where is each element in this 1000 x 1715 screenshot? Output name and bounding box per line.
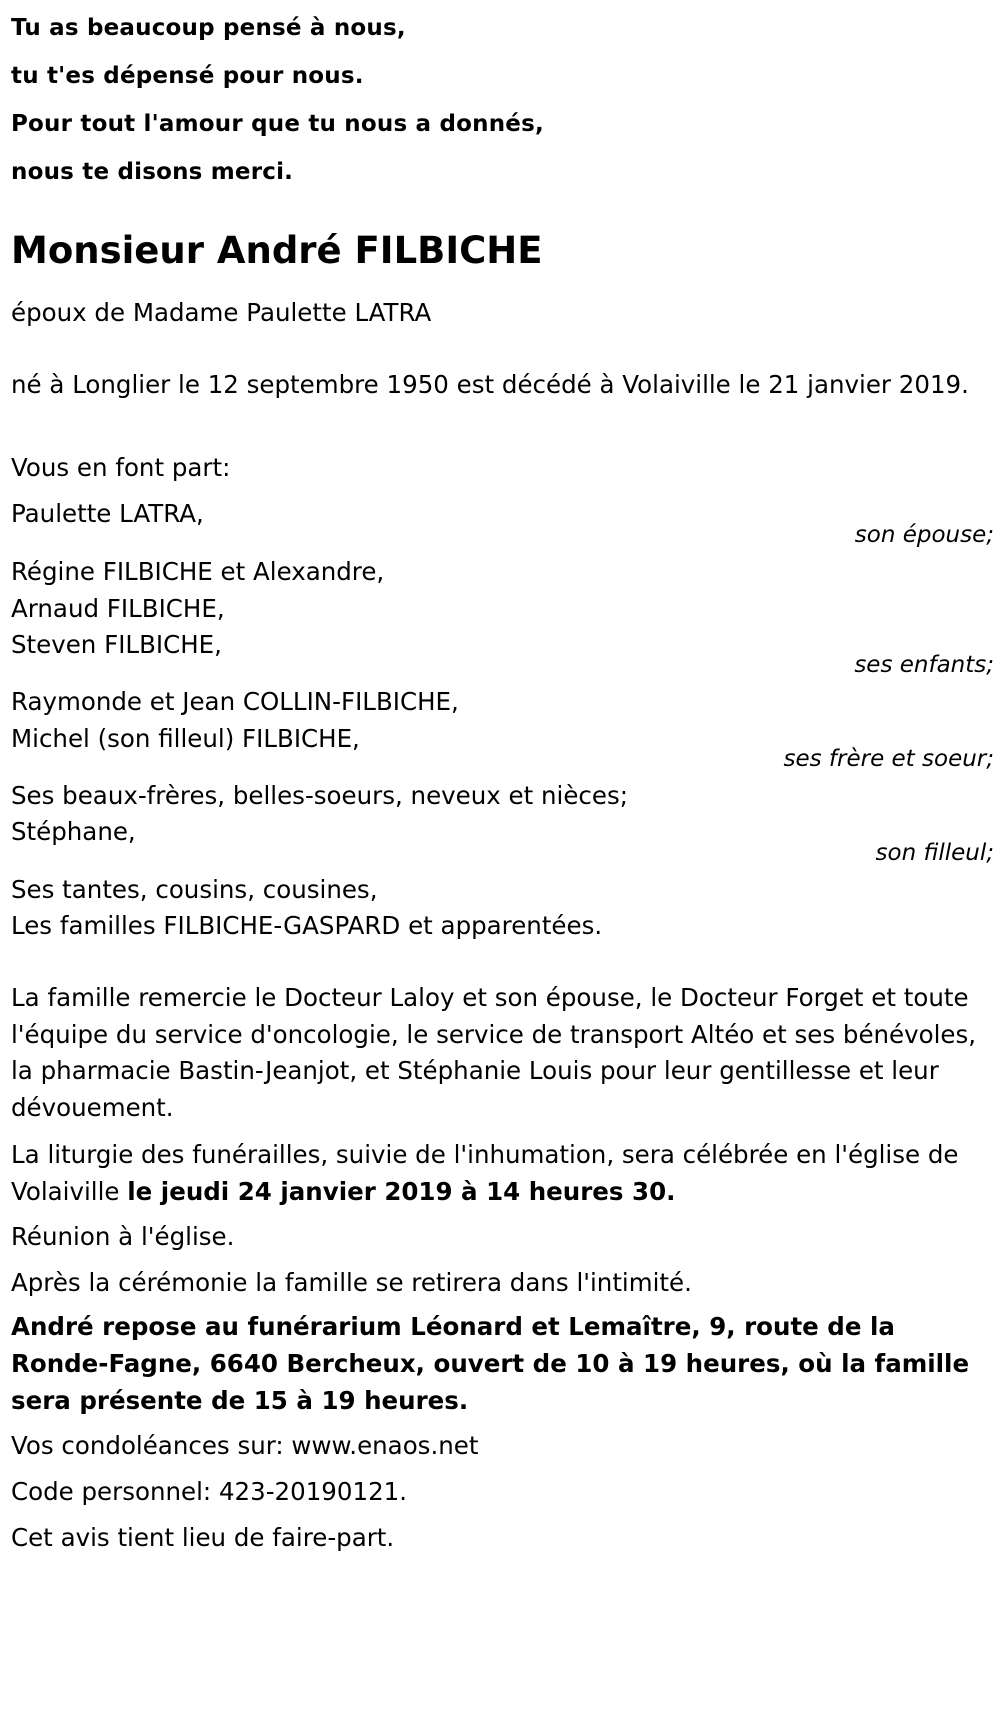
family-name: Arnaud FILBICHE, <box>11 594 225 623</box>
meeting-note: Réunion à l'église. <box>11 1222 235 1251</box>
poem <box>11 4 971 196</box>
poem-line: Pour tout l'amour que tu nous a donnés, <box>11 111 544 137</box>
family-relation: ses enfants; <box>854 652 994 678</box>
poem-line: nous te disons merci. <box>11 159 294 185</box>
family-name: Stéphane, <box>11 817 136 846</box>
liturgy-date: le jeudi 24 janvier 2019 à 14 heures 30. <box>127 1177 676 1206</box>
family-name: Paulette LATRA, <box>11 499 204 528</box>
family-name: Ses beaux-frères, belles-soeurs, neveux et nièces; <box>11 781 628 810</box>
family-relation: ses frère et soeur; <box>783 746 994 772</box>
personal-code: Code personnel: 423-20190121. <box>11 1477 408 1506</box>
ceremony-note: Après la cérémonie la famille se retirera dans l'intimité. <box>11 1268 692 1297</box>
spouse-line: époux de Madame Paulette LATRA <box>11 298 432 327</box>
birth-death: né à Longlier le 12 septembre 1950 est décédé à Volaiville le 21 janvier 2019. <box>11 370 969 399</box>
family-relation: son filleul; <box>875 840 994 866</box>
funerarium-paragraph: André repose au funérarium Léonard et Lemaître, 9, route de la Ronde-Fagne, 6640 Bercheux, ouvert de 10 à 19 heures, où la famille sera présente de 15 à 19 heures. <box>11 1312 970 1415</box>
announcement: Vous en font part: <box>11 453 231 482</box>
liturgy-paragraph <box>11 1136 986 1210</box>
family-name: Steven FILBICHE, <box>11 630 222 659</box>
family-name: Michel (son filleul) FILBICHE, <box>11 724 360 753</box>
liturgy-text: La liturgie des funérailles, suivie de l'inhumation, sera célébrée en l'église de Volaiville <box>11 1140 959 1206</box>
thanks-paragraph: La famille remercie le Docteur Laloy et son épouse, le Docteur Forget et toute l'équipe du service d'oncologie, le service de transport Altéo et ses bénévoles, la pharmacie Bastin-Jeanjot, et Stéphanie Louis pour leur gentillesse et leur dévouement. <box>11 983 977 1122</box>
notice-line: Cet avis tient lieu de faire-part. <box>11 1523 395 1552</box>
family-relation: son épouse; <box>854 522 994 548</box>
poem-line: Tu as beaucoup pensé à nous, <box>11 15 406 41</box>
deceased-name: Monsieur André FILBICHE <box>11 229 543 272</box>
family-name: Ses tantes, cousins, cousines, <box>11 875 378 904</box>
family-name: Raymonde et Jean COLLIN-FILBICHE, <box>11 687 459 716</box>
family-name: Les familles FILBICHE-GASPARD et apparentées. <box>11 911 603 940</box>
condolences-line: Vos condoléances sur: www.enaos.net <box>11 1431 479 1460</box>
poem-line: tu t'es dépensé pour nous. <box>11 63 364 89</box>
family-name: Régine FILBICHE et Alexandre, <box>11 557 385 586</box>
